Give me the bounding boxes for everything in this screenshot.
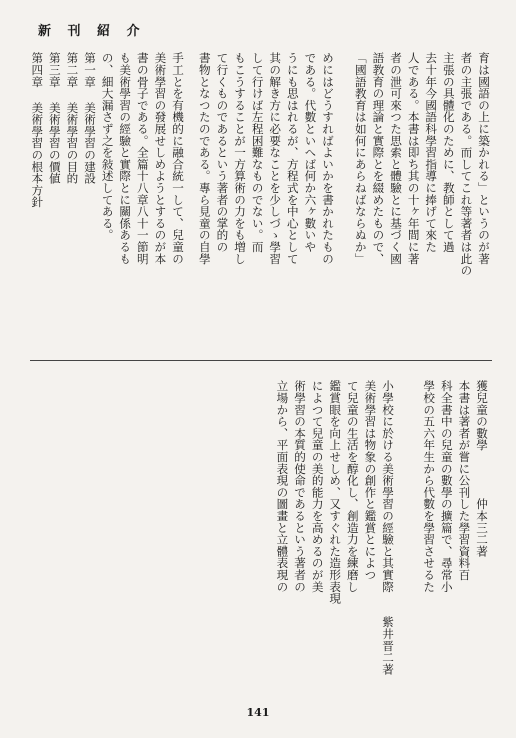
review-bijutsu-text: 小學校に於ける美術學習の經驗と其實際 紫井晋二著 美術學習は物象の創作と鑑賞とによつ て兒童の生活を醇化し、創造力を練磨し 鑑賞眼を向上せしめ、又すぐれた造形表現 によつて兒童の美的能力を高めるのが美 術學習の本質的使命であるという著者の 立場から、平面表現の圖畫と立體表現の bbox=[275, 380, 395, 675]
review-sugaku-text: 獲兒童の數學 仲本三二著 本書は著者が嘗に公刊した學習資料百 科全書中の兒童の數學の擴篇で、尋常小 學校の五六年生から代數を學習させるた bbox=[422, 380, 489, 593]
page-number: 141 bbox=[246, 706, 270, 719]
section-header: 新 刊 紹 介 bbox=[38, 24, 146, 39]
column-divider bbox=[30, 360, 492, 361]
review-sugaku-continued-text: めにはどうすればよいかを書かれたもの である。代數といへば何か六ヶ數いや うにも思はれるが、方程式を中心として 其の解き方に必要なことを少しづゝ學習 して行けば左程困難なものでない。而 もこうすることが一方算術の力をも増し て行くものであるという著者の掌的の 書物となつたのである。專ら見童の自學 bbox=[197, 52, 335, 265]
review-bijutsu-continued-text: 手工とを有機的に融合統一して、兒童の 美術學習の發展せしめようとするのが本 書の骨子である。全篇十八章八十一節明 も美術學習の經驗と實際とに關係あるも の、細大漏さず之を敍述してある。 第一章 美術學習の建設 第二章 美術學習の目的 第三章 美術學習の價値 第四章 美術學習の根本方針 bbox=[30, 52, 185, 265]
review-kokugo-text: 育は國語の上に築かれる」というのが著 者の主張である。而してこれ等著者は此の 主張の具體化のために、教師として過 去十年今國語科學習指導に捧げて來た 人である。本書は即ち其の十ヶ年間に著 者の泄可來つた思索と體驗とに基づく國 語教育の理論と實際とを綴めたもので、 「國語教育は如何にあらねばならぬか」 bbox=[353, 52, 491, 277]
